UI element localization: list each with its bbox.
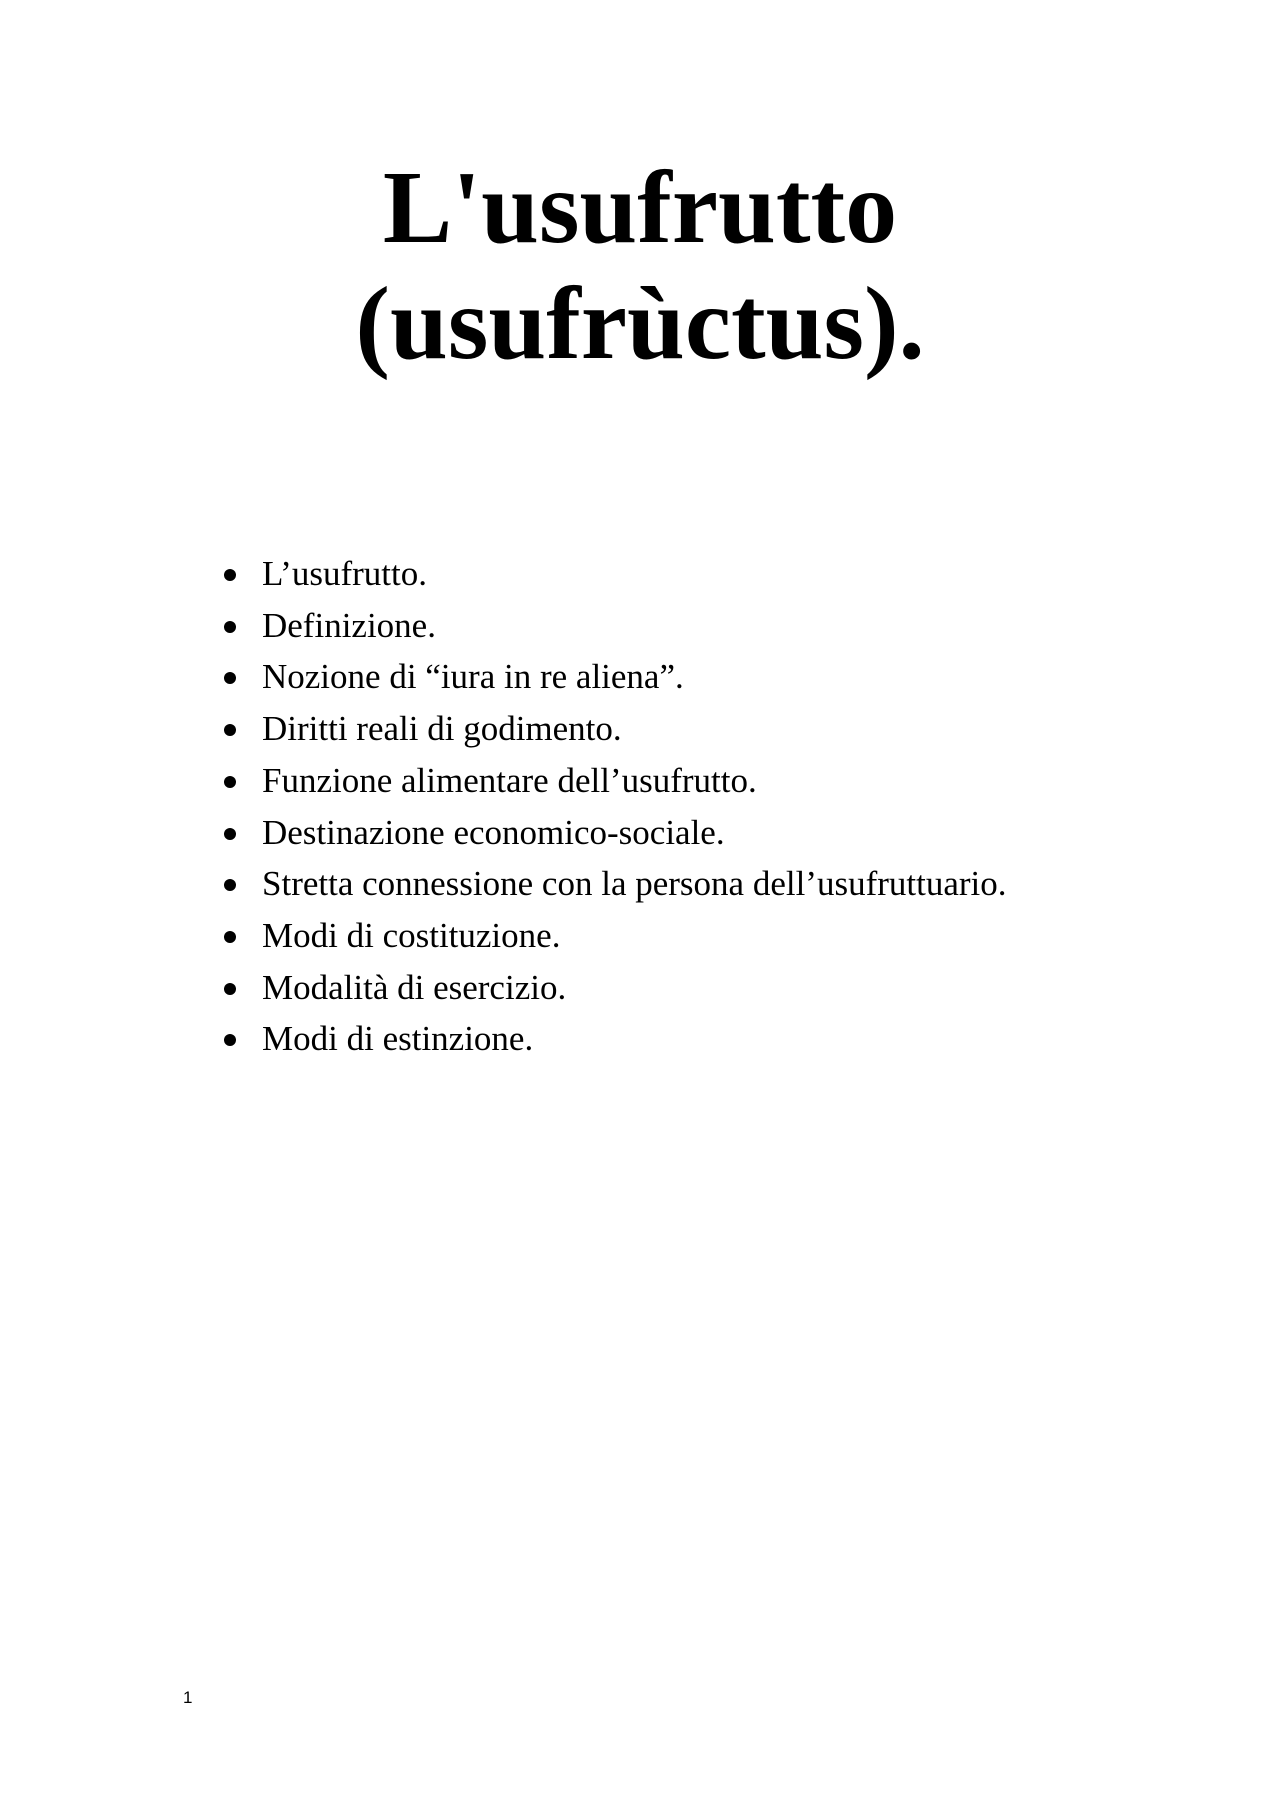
topic-list bbox=[222, 548, 1007, 1065]
list-item-text: L’usufrutto. bbox=[262, 554, 427, 593]
title-line-1: L'usufrutto bbox=[382, 150, 898, 265]
bullet-icon bbox=[224, 621, 236, 633]
list-item bbox=[222, 755, 1007, 807]
list-item bbox=[222, 651, 1007, 703]
list-item bbox=[222, 910, 1007, 962]
list-item bbox=[222, 548, 1007, 600]
title-line-2: (usufrùctus). bbox=[355, 266, 925, 381]
list-item-text: Modi di estinzione. bbox=[262, 1019, 534, 1059]
list-item-text: Stretta connessione con la persona dell’usufruttuario. bbox=[262, 864, 1007, 904]
bullet-icon bbox=[224, 983, 236, 995]
list-item bbox=[222, 703, 1007, 755]
list-item-text: Nozione di “iura in re aliena”. bbox=[262, 657, 684, 697]
list-item bbox=[222, 600, 1007, 652]
list-item-text: Definizione. bbox=[262, 605, 436, 645]
bullet-icon bbox=[224, 569, 236, 581]
bullet-icon bbox=[224, 776, 236, 788]
page-number: 1 bbox=[183, 1688, 193, 1707]
list-item-text: Funzione alimentare dell’usufrutto. bbox=[262, 760, 757, 800]
bullet-icon bbox=[224, 879, 236, 891]
list-item-text: Diritti reali di godimento. bbox=[262, 709, 622, 749]
bullet-icon bbox=[224, 672, 236, 684]
bullet-icon bbox=[224, 931, 236, 943]
bullet-icon bbox=[224, 1034, 236, 1046]
list-item bbox=[222, 858, 1007, 910]
bullet-icon bbox=[224, 828, 236, 840]
list-item-text: Modi di costituzione. bbox=[262, 915, 561, 955]
list-item bbox=[222, 807, 1007, 859]
list-item bbox=[222, 1013, 1007, 1065]
list-item-text: Destinazione economico-sociale. bbox=[262, 812, 725, 852]
bullet-icon bbox=[224, 724, 236, 736]
list-item bbox=[222, 962, 1007, 1014]
list-item-text: Modalità di esercizio. bbox=[262, 967, 567, 1007]
document-title bbox=[0, 150, 1280, 382]
